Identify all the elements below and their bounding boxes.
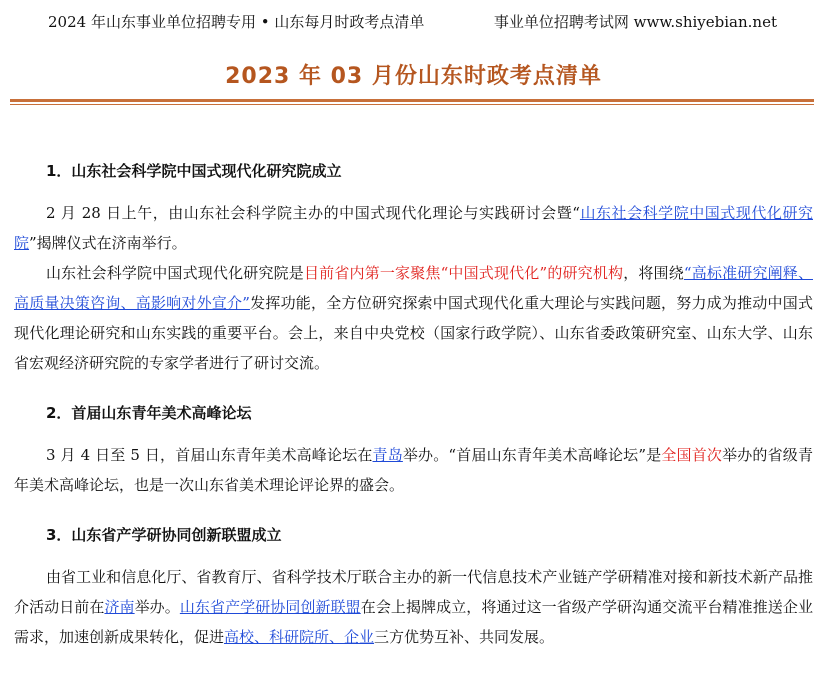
text-run: 举办。“首届山东青年美术高峰论坛”是 xyxy=(402,446,662,464)
highlight-text: 全国首次 xyxy=(661,446,723,464)
link-qingdao[interactable]: 青岛 xyxy=(372,446,403,464)
link-alliance[interactable]: 山东省产学研协同创新联盟 xyxy=(179,598,361,616)
section-heading: 1．山东社会科学院中国式现代化研究院成立 xyxy=(46,162,342,180)
section-1 xyxy=(14,156,813,378)
link-institutions[interactable]: 高校、科研院所、企业 xyxy=(224,628,375,646)
text-run: 山东社会科学院中国式现代化研究院是 xyxy=(46,264,304,282)
link-functions[interactable]: “高标准研究阐释、高质量决策咨询、高影响对外宣介” xyxy=(14,264,813,312)
text-run: 在会上揭牌成立，将通过这一省级产学研沟通交流平台精准推送企业需求，加速创新成果转化，促进 xyxy=(14,598,813,646)
section-heading: 2．首届山东青年美术高峰论坛 xyxy=(46,404,252,422)
paragraph xyxy=(14,258,813,378)
page-title: 2023 年 03 月份山东时政考点清单 xyxy=(225,64,602,89)
paragraph xyxy=(14,440,813,500)
text-run: 2 月 28 日上午，由山东社会科学院主办的中国式现代化理论与实践研讨会暨“ xyxy=(46,204,580,222)
text-run: 3 月 4 日至 5 日，首届山东青年美术高峰论坛在 xyxy=(46,446,373,464)
section-2 xyxy=(14,398,813,500)
text-run: ，将围绕 xyxy=(623,264,684,282)
paragraph xyxy=(14,562,813,652)
document-body xyxy=(14,156,813,652)
text-run: 举办的省级青年美术高峰论坛，也是一次山东省美术理论评论界的盛会。 xyxy=(14,446,813,494)
text-run: 由省工业和信息化厅、省教育厅、省科学技术厅联合主办的新一代信息技术产业链产学研精准对接和新技术新产品推介活动日前在 xyxy=(14,568,813,616)
link-jinan[interactable]: 济南 xyxy=(104,598,135,616)
header-right-text: 事业单位招聘考试网 www.shiyebian.net xyxy=(493,13,777,31)
text-run: 发挥功能，全方位研究探索中国式现代化重大理论与实践问题，努力成为推动中国式现代化理论研究和山东实践的重要平台。会上，来自中央党校（国家行政学院）、山东省委政策研究室、山东大学、山东省宏观经济研究院的专家学者进行了研讨交流。 xyxy=(14,294,813,372)
page-header xyxy=(48,11,777,32)
section-3 xyxy=(14,520,813,652)
text-run: 举办。 xyxy=(134,598,180,616)
title-divider-thin xyxy=(10,104,814,105)
paragraph xyxy=(14,198,813,258)
title-divider-thick xyxy=(10,99,814,102)
section-heading: 3．山东省产学研协同创新联盟成立 xyxy=(46,526,282,544)
highlight-text: 目前省内第一家聚焦“中国式现代化”的研究机构 xyxy=(304,264,624,282)
text-run: ”揭牌仪式在济南举行。 xyxy=(29,234,187,252)
header-left-text: 2024 年山东事业单位招聘专用 • 山东每月时政考点清单 xyxy=(48,13,425,31)
link-research-institute[interactable]: 山东社会科学院中国式现代化研究院 xyxy=(14,204,813,252)
text-run: 三方优势互补、共同发展。 xyxy=(374,628,555,646)
